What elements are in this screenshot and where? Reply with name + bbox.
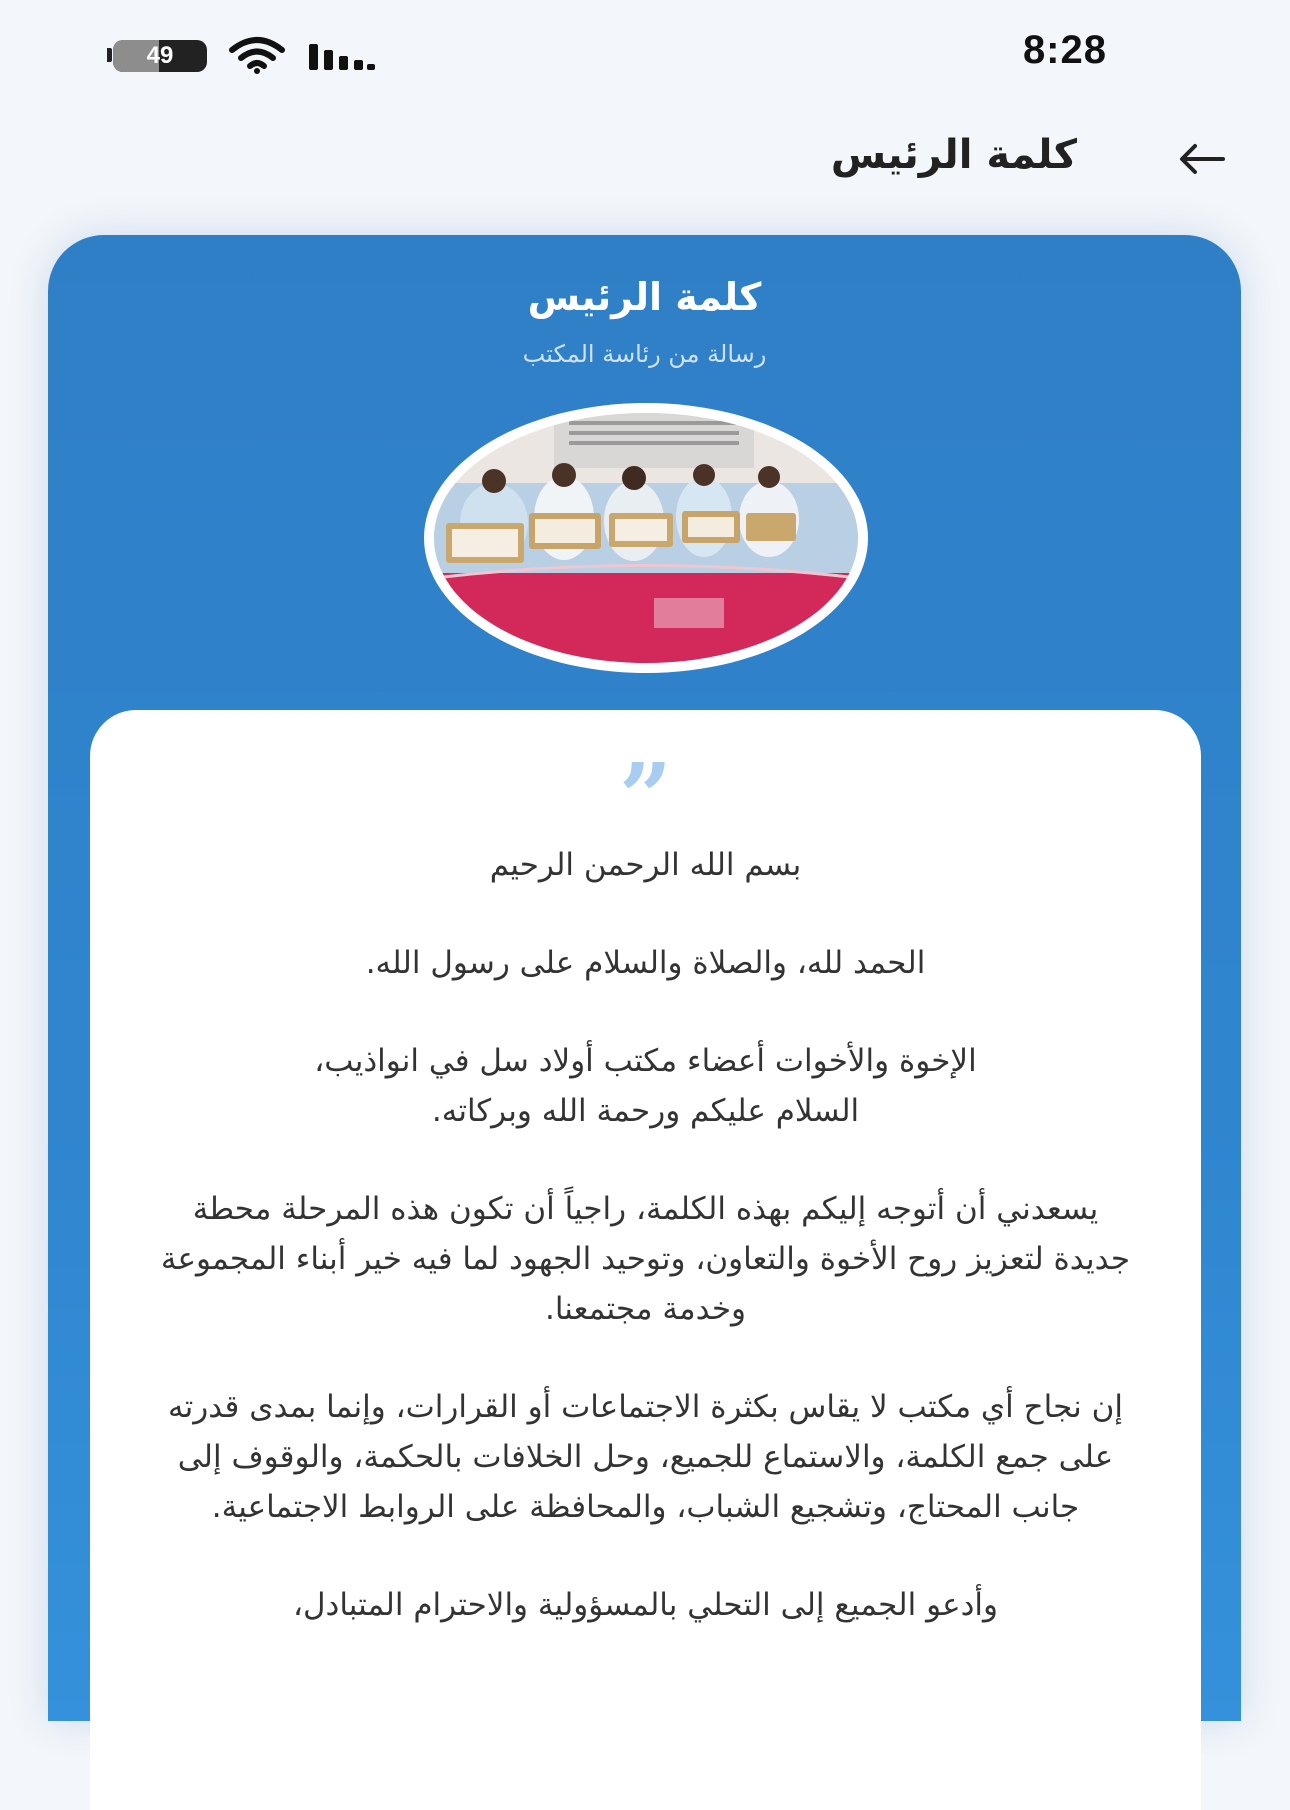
arrow-back-icon xyxy=(1177,142,1227,176)
app-header xyxy=(0,120,1290,200)
status-bar xyxy=(0,0,1290,110)
message-paragraph: إن نجاح أي مكتب لا يقاس بكثرة الاجتماعات أو القرارات، وإنما بمدى قدرته على جمع الكلمة، والاستماع للجميع، وحل الخلافات بالحكمة، والوقوف إلى جانب المحتاج، وتشجيع الشباب، والمحافظة على الروابط الاجتماعية. xyxy=(168,1389,1123,1525)
message-paragraph: الحمد لله، والصلاة والسلام على رسول الله. xyxy=(365,945,926,981)
page-title: كلمة الرئيس xyxy=(830,132,1077,178)
status-time: 8:28 xyxy=(1022,28,1107,72)
president-word-card xyxy=(48,235,1241,1721)
card-subtitle: رسالة من رئاسة المكتب xyxy=(522,340,767,368)
battery-cap xyxy=(107,48,112,62)
message-card xyxy=(90,710,1201,1810)
cellular-signal-icon xyxy=(307,42,377,72)
message-body xyxy=(150,840,1141,1678)
battery-percentage: 49 xyxy=(146,42,174,69)
office-photo xyxy=(424,403,868,673)
message-paragraph: وأدعو الجميع إلى التحلي بالمسؤولية والاحترام المتبادل، xyxy=(293,1587,998,1623)
wifi-icon xyxy=(228,36,286,74)
message-paragraph: الإخوة والأخوات أعضاء مكتب أولاد سل في انواذيب، السلام عليكم ورحمة الله وبركاته. xyxy=(314,1043,977,1129)
message-paragraph: بسم الله الرحمن الرحيم xyxy=(489,847,802,883)
office-photo-image xyxy=(434,413,858,663)
card-title: كلمة الرئيس xyxy=(527,275,762,319)
back-button[interactable] xyxy=(1172,134,1232,184)
message-paragraph: يسعدني أن أتوجه إليكم بهذه الكلمة، راجياً أن تكون هذه المرحلة محطة جديدة لتعزيز روح الأخوة والتعاون، وتوحيد الجهود لما فيه خير أبناء المجموعة وخدمة مجتمعنا. xyxy=(160,1191,1131,1327)
quote-icon: ” xyxy=(619,743,672,851)
battery-icon xyxy=(113,40,207,72)
